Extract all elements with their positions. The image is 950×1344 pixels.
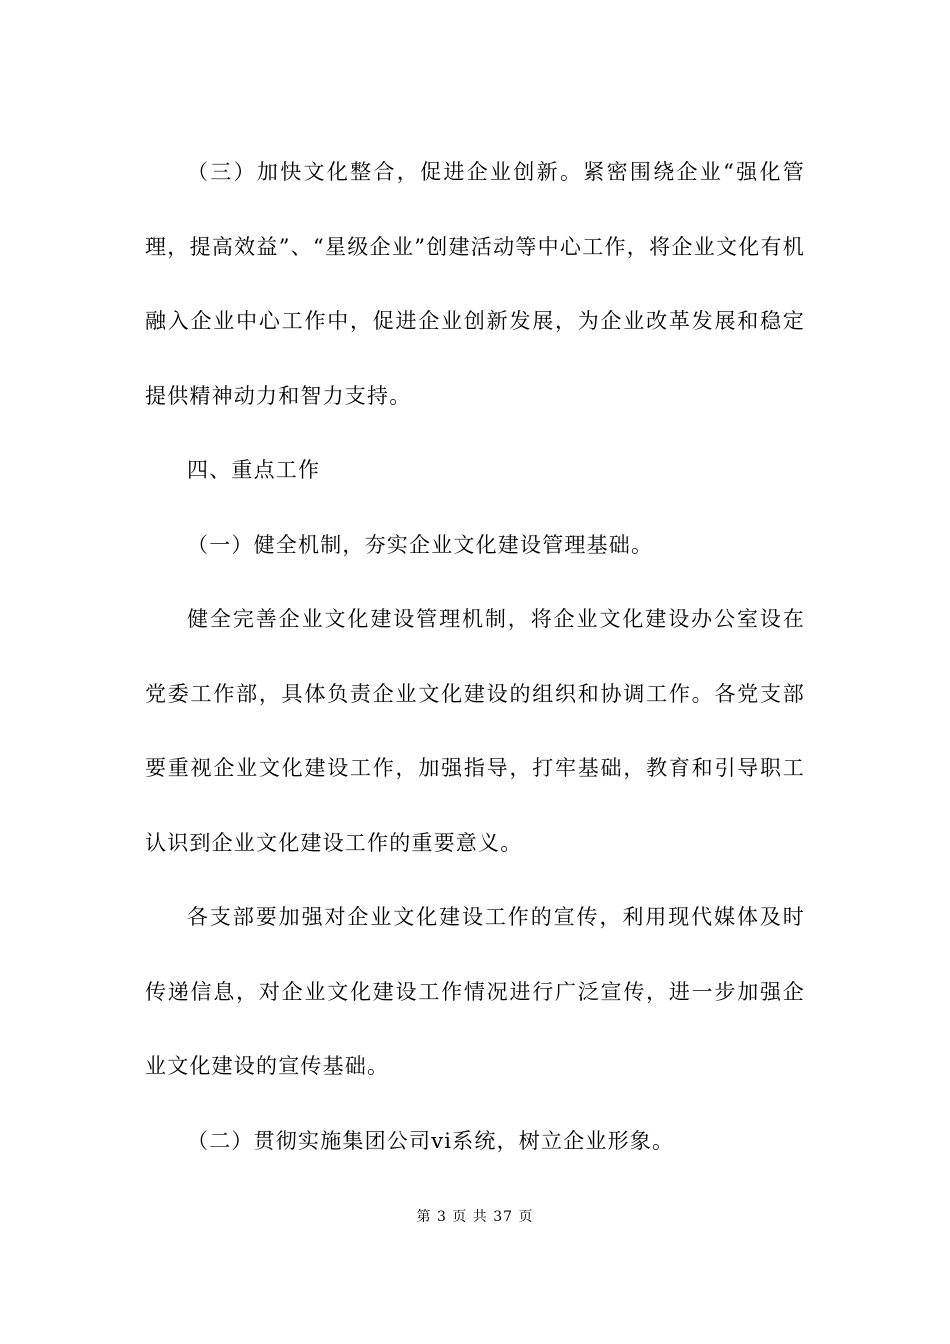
subheading-mechanism: （一）健全机制，夯实企业文化建设管理基础。 <box>187 532 654 557</box>
subheading-vi-system: （二）贯彻实施集团公司vi系统，树立企业形象。 <box>187 1128 675 1153</box>
paragraph-culture-integration: （三）加快文化整合，促进企业创新。紧密围绕企业“强化管理，提高效益”、“星级企业”创建活动等中心工作，将企业文化有机融入企业中心工作中，促进企业创新发展，为企业改革发展和稳定提供精神动力和智力支持。 <box>145 160 805 408</box>
section-heading-key-work: 四、重点工作 <box>187 458 321 482</box>
page-footer <box>0 1206 950 1226</box>
page-number-label: 第 3 页 共 37 页 <box>416 1209 534 1225</box>
paragraph-mechanism-detail: 健全完善企业文化建设管理机制，将企业文化建设办公室设在党委工作部，具体负责企业文化建设的组织和协调工作。各党支部要重视企业文化建设工作，加强指导，打牢基础，教育和引导职工认识到企业文化建设工作的重要意义。 <box>145 607 805 855</box>
document-body <box>145 135 805 1178</box>
paragraph-publicity: 各支部要加强对企业文化建设工作的宣传，利用现代媒体及时传递信息，对企业文化建设工作情况进行广泛宣传，进一步加强企业文化建设的宣传基础。 <box>145 905 805 1078</box>
